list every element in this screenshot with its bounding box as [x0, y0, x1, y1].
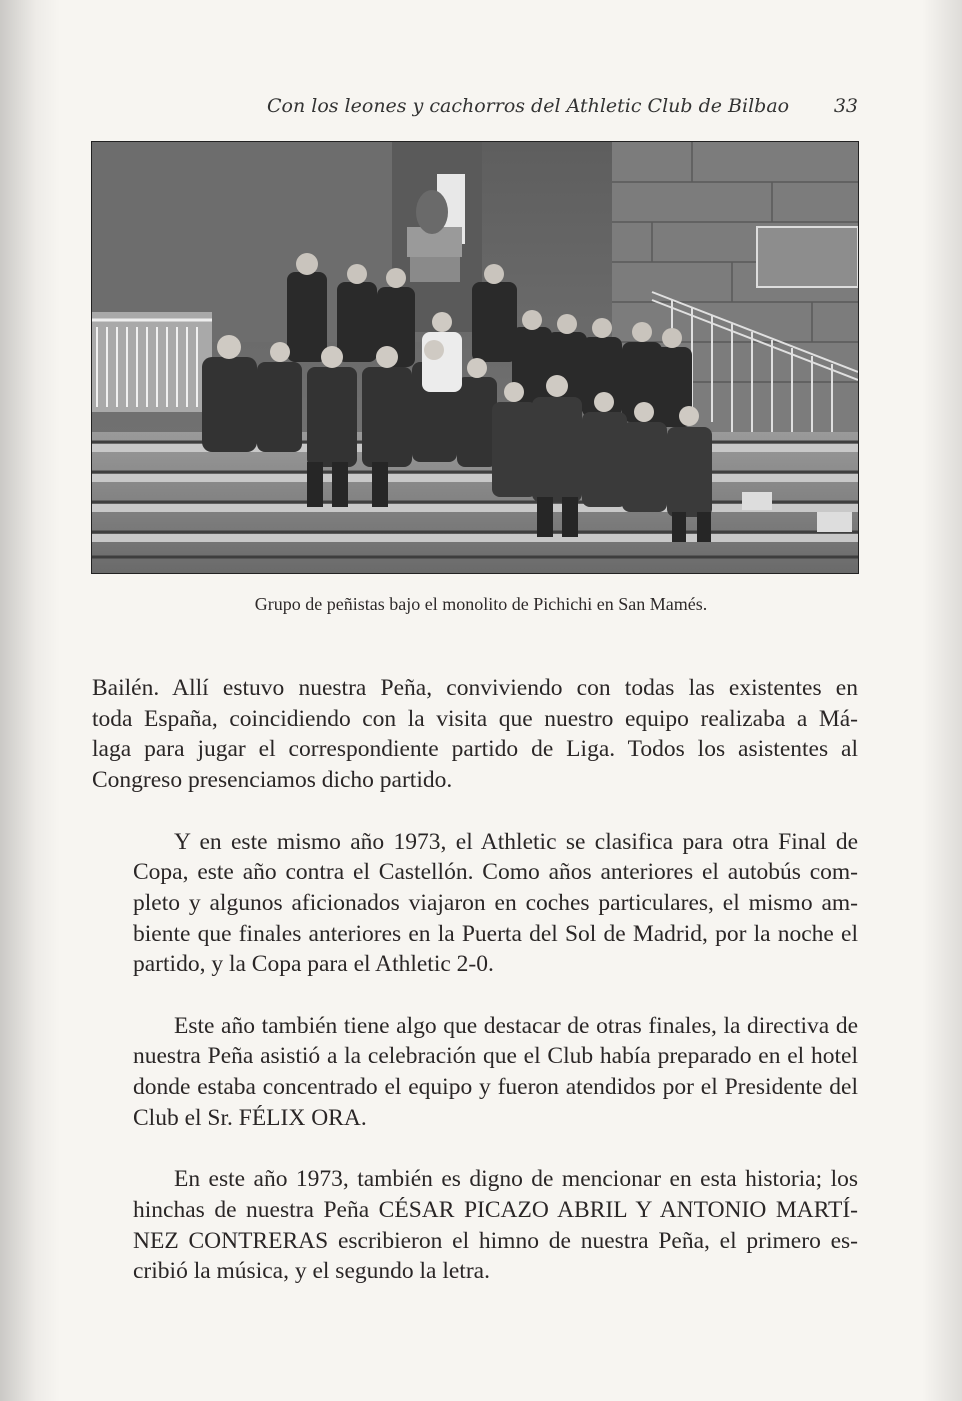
- paragraph: [92, 673, 858, 796]
- group-photo-illustration: [92, 142, 858, 573]
- text-line: Copa, este año contra el Castellón. Como años anteriores el autobús com-: [133, 859, 858, 886]
- text-line: hinchas de nuestra Peña CÉSAR PICAZO ABRIL Y ANTONIO MARTÍ-: [133, 1196, 858, 1223]
- running-title: Con los leones y cachorros del Athletic Club de Bilbao: [267, 95, 790, 117]
- paragraph: [92, 827, 858, 981]
- text-line: cribió la música, y el segundo la letra.: [133, 1258, 490, 1285]
- text-line: toda España, coincidiendo con la visita que nuestro equipo realizaba a Má-: [92, 705, 858, 732]
- text-line: Congreso presenciamos dicho partido.: [92, 767, 453, 794]
- text-line: Este año también tiene algo que destacar de otras finales, la directiva de: [174, 1012, 858, 1039]
- text-line: nuestra Peña asistió a la celebración que el Club había preparado en el hotel: [133, 1043, 858, 1070]
- text-line: pleto y algunos aficionados viajaron en coches particulares, el mismo am-: [133, 889, 858, 916]
- text-line: En este año 1973, también es digno de mencionar en esta historia; los: [174, 1166, 858, 1193]
- text-line: Y en este mismo año 1973, el Athletic se clasifica para otra Final de: [174, 828, 858, 855]
- text-line: biente que finales anteriores en la Puerta del Sol de Madrid, por la noche el: [133, 920, 858, 947]
- paragraph: [92, 1011, 858, 1134]
- binding-shadow: [0, 0, 60, 1401]
- text-line: NEZ CONTRERAS escribieron el himno de nuestra Peña, el primero es-: [133, 1227, 858, 1254]
- figure-caption: Grupo de peñistas bajo el monolito de Pichichi en San Mamés.: [254, 594, 708, 614]
- body-text: [92, 673, 858, 1318]
- text-line: laga para jugar el correspondiente partido de Liga. Todos los asistentes al: [92, 736, 858, 763]
- text-line: partido, y la Copa para el Athletic 2-0.: [133, 951, 494, 978]
- page-number: 33: [833, 95, 858, 117]
- text-line: Bailén. Allí estuvo nuestra Peña, conviviendo con todas las existentes en: [92, 675, 858, 701]
- page-edge-shadow: [922, 0, 962, 1401]
- group-photo: [91, 141, 859, 574]
- text-line: donde estaba concentrado el equipo y fueron atendidos por el Presidente del: [133, 1074, 858, 1101]
- text-line: Club el Sr. FÉLIX ORA.: [133, 1104, 367, 1131]
- paragraph: [92, 1164, 858, 1287]
